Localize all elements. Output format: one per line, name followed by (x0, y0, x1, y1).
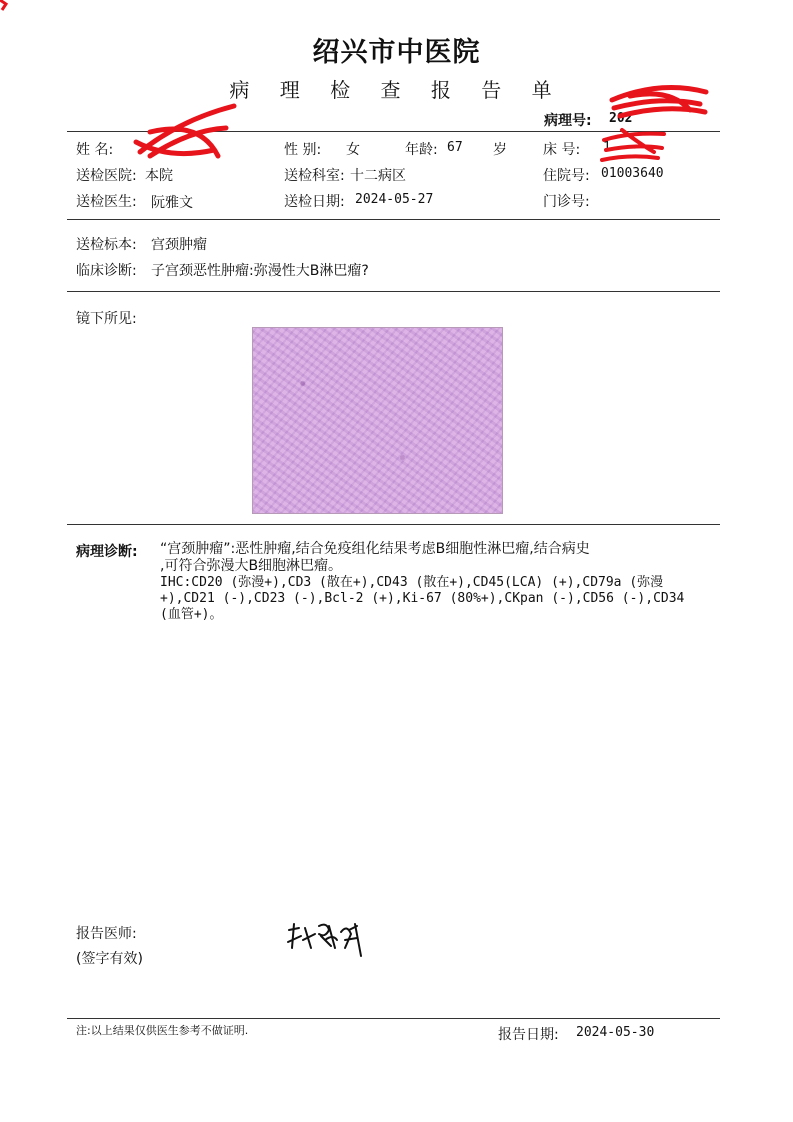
inpatient-label: 住院号: (543, 168, 590, 184)
send-date-value: 2024-05-27 (355, 192, 434, 207)
pathology-no-label: 病理号: (544, 113, 592, 129)
diagnosis-line-2: ,可符合弥漫大B细胞淋巴瘤。 (160, 558, 343, 574)
name-label: 姓 名: (76, 142, 114, 158)
reporter-label: 报告医师: (76, 926, 137, 942)
clinical-diagnosis-value: 子宫颈恶性肿瘤:弥漫性大B淋巴瘤? (151, 263, 369, 279)
pathology-no-value: 202 (609, 111, 633, 126)
pathology-diagnosis-body (160, 541, 710, 623)
report-date-label: 报告日期: (498, 1027, 559, 1043)
signature-note: (签字有效) (76, 951, 143, 967)
disclaimer-note: 注:以上结果仅供医生参考不做证明. (76, 1024, 249, 1037)
hospital-name: 绍兴市中医院 (312, 37, 481, 68)
diagnosis-line-1: “宫颈肿瘤”:恶性肿瘤,结合免疫组化结果考虑B细胞性淋巴瘤,结合病史 (160, 541, 590, 557)
microscopy-label: 镜下所见: (76, 311, 137, 327)
send-date-label: 送检日期: (284, 194, 345, 210)
send-doctor-value: 阮雅文 (151, 195, 193, 211)
send-hospital-value: 本院 (145, 168, 173, 184)
divider-footer (67, 1018, 720, 1019)
send-dept-value: 十二病区 (350, 168, 406, 184)
divider-patient (67, 219, 720, 220)
sex-value: 女 (346, 142, 360, 158)
bed-label: 床 号: (543, 142, 581, 158)
bed-value: 1 (603, 140, 611, 155)
age-unit: 岁 (493, 142, 507, 158)
inpatient-value: 01003640 (601, 166, 664, 181)
micrograph-image (252, 327, 503, 514)
outpatient-label: 门诊号: (543, 194, 590, 210)
send-hospital-label: 送检医院: (76, 168, 137, 184)
clinical-diagnosis-label: 临床诊断: (76, 263, 137, 279)
sex-label: 性 别: (284, 142, 322, 158)
specimen-label: 送检标本: (76, 237, 137, 253)
divider-micro (67, 524, 720, 525)
divider-specimen (67, 291, 720, 292)
pathology-diagnosis-label: 病理诊断: (76, 544, 138, 560)
report-title: 病 理 检 查 报 告 单 (229, 78, 564, 102)
specimen-value: 宫颈肿瘤 (151, 237, 207, 253)
age-label: 年龄: (405, 142, 438, 158)
doctor-signature (285, 918, 370, 960)
ihc-results: IHC:CD20 (弥漫+),CD3 (散在+),CD43 (散在+),CD45(LCA) (+),CD79a (弥漫+),CD21 (-),CD23 (-),Bcl-2 (+),Ki-67 (80%+),CKpan (-),CD56 (-),CD34 (血管+)。 (160, 575, 685, 622)
age-value: 67 (447, 140, 463, 155)
redaction-marks (0, 0, 793, 200)
send-doctor-label: 送检医生: (76, 194, 137, 210)
report-date-value: 2024-05-30 (576, 1025, 655, 1040)
send-dept-label: 送检科室: (284, 168, 345, 184)
